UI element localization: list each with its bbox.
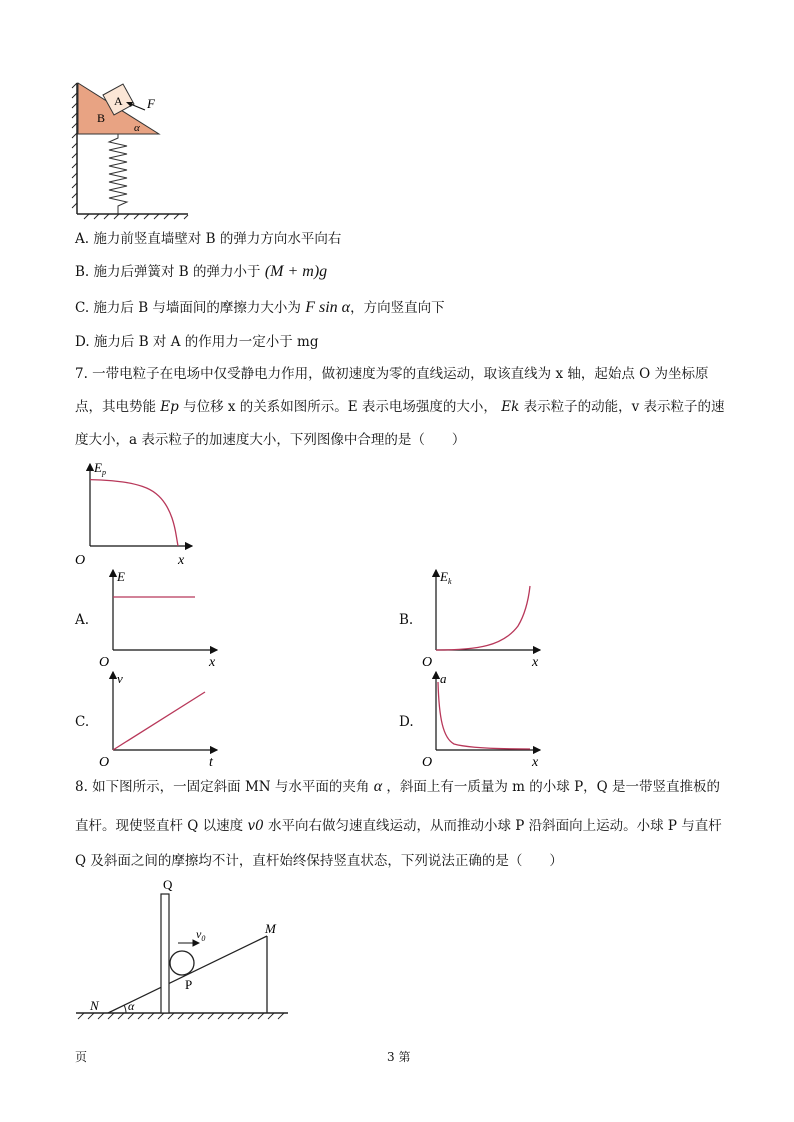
origin-label: O [75, 553, 86, 568]
y-axis-label: a [440, 671, 447, 686]
option-a-label: A. [75, 612, 90, 628]
option-d-label: D. [399, 714, 414, 730]
q6-option-b-math: (M + m)g [264, 263, 328, 280]
q6-figure [70, 78, 200, 223]
footer-left: 页 [75, 1050, 88, 1064]
wedge-b-label: B [97, 111, 106, 125]
q8-figure [74, 876, 294, 1026]
origin-label: O [99, 755, 110, 770]
y-axis-label: $E_p$ [94, 460, 106, 477]
a-curve [438, 682, 530, 749]
spring [109, 134, 127, 214]
ball-p [170, 951, 194, 975]
q7-line-2: 点，其电势能 Ep 与位移 x 的关系如图所示。E 表示电场强度的大小， Ek 表示粒子的动能，v 表示粒子的速 [75, 399, 725, 415]
option-a-graph [95, 566, 225, 670]
y-axis-label: v [117, 671, 123, 686]
y-axis-label-sub: p [101, 468, 106, 477]
q8-line-1: 8. 如下图所示，一固定斜面 MN 与水平面的夹角 α ，斜面上有一质量为 m 的小球 P，Q 是一带竖直推板的 [75, 778, 721, 795]
q8-line-2: 直杆。现使竖直杆 Q 以速度 v0 水平向右做匀速直线运动，从而推动小球 P 沿斜面向上运动。小球 P 与直杆 [75, 818, 722, 834]
ep-curve [90, 480, 178, 546]
rod-label: Q [163, 877, 173, 892]
q8-alpha: α [373, 778, 383, 795]
q7-ep-symbol: Ep [160, 399, 179, 415]
block-a-label: A [114, 94, 123, 108]
v-line [113, 692, 205, 750]
footer-page-number: 3 第 [387, 1050, 411, 1064]
main-ep-graph [70, 458, 210, 570]
option-c-graph [95, 668, 225, 772]
bottom-label: N [90, 998, 99, 1013]
x-axis-label: x [209, 655, 216, 670]
ball-label: P [185, 977, 193, 992]
y-axis-label: $E_k$ [440, 569, 452, 586]
velocity-label-sub: 0 [201, 934, 206, 943]
y-axis-label-sub: k [447, 577, 452, 586]
x-axis-label: x [178, 553, 185, 568]
q7-line-1: 7. 一带电粒子在电场中仅受静电力作用，做初速度为零的直线运动，取该直线为 x 轴，起始点 O 为坐标原 [75, 366, 709, 382]
q6-option-d: D. 施力后 B 对 A 的作用力一定小于 mg [75, 334, 319, 350]
q6-option-b: B. 施力后弹簧对 B 的弹力小于 (M + m)g [75, 263, 328, 280]
x-axis-label: x [532, 655, 539, 670]
force-label: F [147, 96, 155, 111]
q8-line-3: Q 及斜面之间的摩擦均不计，直杆始终保持竖直状态，下列说法正确的是（ ） [75, 853, 563, 869]
origin-label: O [422, 755, 433, 770]
angle-label: α [134, 122, 140, 134]
top-label: M [265, 921, 276, 936]
q7-line-3: 度大小，a 表示粒子的加速度大小，下列图像中合理的是（ ） [75, 432, 466, 448]
origin-label: O [422, 655, 433, 670]
rod-q [161, 894, 169, 1013]
option-b-label: B. [399, 612, 414, 628]
q6-option-c-math: F sin α [305, 299, 351, 316]
x-axis-label: x [532, 755, 539, 770]
q6-option-a: A. 施力前竖直墙壁对 B 的弹力方向水平向右 [75, 231, 342, 247]
origin-label: O [99, 655, 110, 670]
option-d-graph [418, 668, 548, 772]
ek-curve [436, 586, 530, 650]
q6-option-c: C. 施力后 B 与墙面间的摩擦力大小为 F sin α，方向竖直向下 [75, 299, 445, 316]
angle-label: α [128, 999, 135, 1013]
velocity-label: $v_0$ [196, 927, 206, 943]
q8-v0: v0 [247, 818, 264, 834]
y-axis-label: E [117, 569, 125, 584]
q7-ek-symbol: Ek [501, 399, 520, 415]
option-c-label: C. [75, 714, 90, 730]
option-b-graph [418, 566, 548, 670]
x-axis-label: t [209, 755, 213, 770]
